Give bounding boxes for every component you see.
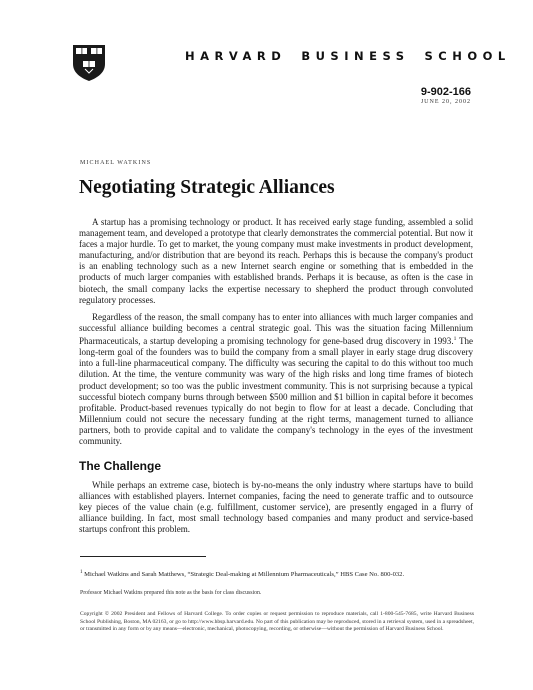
institution-word: SCHOOL bbox=[424, 49, 511, 63]
document-date: JUNE 20, 2002 bbox=[420, 99, 471, 105]
document-number: 9-902-166 bbox=[420, 86, 471, 98]
section-heading: The Challenge bbox=[79, 459, 162, 473]
harvard-shield-icon bbox=[72, 44, 106, 82]
institution-header bbox=[185, 46, 511, 66]
preparation-note: Professor Michael Watkins prepared this note as the basis for class discussion. bbox=[80, 590, 262, 596]
footnote-divider bbox=[80, 556, 206, 557]
paragraph-text: Regardless of the reason, the small company has to enter into alliances with much larger companies and successful alliance building becomes a central strategic goal. This was the situation facing Millennium Pharmaceuticals, a startup developing a promising technology for gene-based drug discovery in 1993. bbox=[79, 312, 473, 347]
footnote-text: Michael Watkins and Sarah Matthews, “Strategic Deal-making at Millennium Pharmaceuticals,” HBS Case No. 800-032. bbox=[82, 571, 405, 579]
footnote bbox=[80, 570, 404, 578]
footnote-reference: 1 bbox=[453, 336, 457, 343]
copyright-notice: Copyright © 2002 President and Fellows of Harvard College. To order copies or request permission to reproduce materials, call 1-800-545-7685, write Harvard Business School Publishing, Boston, MA 02163, or go to http://www.hbsp.harvard.edu. No part of this publication may be reproduced, stored in a retrieval system, used in a spreadsheet, or transmitted in any form or by any means—electronic, mechanical, photocopying, recording, or otherwise—without the permission of Harvard Business School. bbox=[80, 611, 474, 632]
institution-word: HARVARD bbox=[185, 49, 287, 63]
body-paragraph bbox=[79, 312, 473, 447]
body-paragraph: While perhaps an extreme case, biotech is by-no-means the only industry where startups have to build alliances with established players. Internet companies, facing the need to generate traffic and to outsource key pieces of the value chain (e.g. fulfillment, customer service), are presently engaged in a flurry of alliance building. In fact, most small technology based companies and many product and service-based startups confront this problem. bbox=[79, 480, 473, 535]
author-name: MICHAEL WATKINS bbox=[80, 160, 152, 166]
footnote-mark: 1 bbox=[80, 570, 83, 575]
institution-word: BUSINESS bbox=[301, 49, 410, 63]
body-paragraph: A startup has a promising technology or product. It has received early stage funding, assembled a solid management team, and developed a prototype that clearly demonstrates the commercial potential. But now it faces a major hurdle. To get to market, the young company must make investments in product development, manufacturing, and/or distribution that are beyond its reach. Perhaps this is because the company's product is an enabling technology such as a new Internet search engine or something that is embedded in the products of much larger companies with established brands. Perhaps it is because, as often is the case in biotech, the small company lacks the expertise necessary to shepherd the product through convoluted regulatory processes. bbox=[79, 217, 473, 305]
paragraph-text: The long-term goal of the founders was to build the company from a small player in early stage drug discovery into a full-line pharmaceutical company. The difficulty was securing the capital to do this without too much dilution. At the time, the venture community was wary of the high risks and long time frames of biotech product development; so too was the public investment community. This is not surprising because a typical successful biotech company burns through between $500 million and $1 billion in capital before it becomes profitable. Product-based revenues typically do not begin to flow for at least a decade. Concluding that Millennium could not secure the necessary funding at the right terms, management turned to alliance partners, both to provide capital and to validate the company's technology in the eyes of the investment community. bbox=[79, 336, 474, 447]
document-title: Negotiating Strategic Alliances bbox=[79, 177, 335, 198]
